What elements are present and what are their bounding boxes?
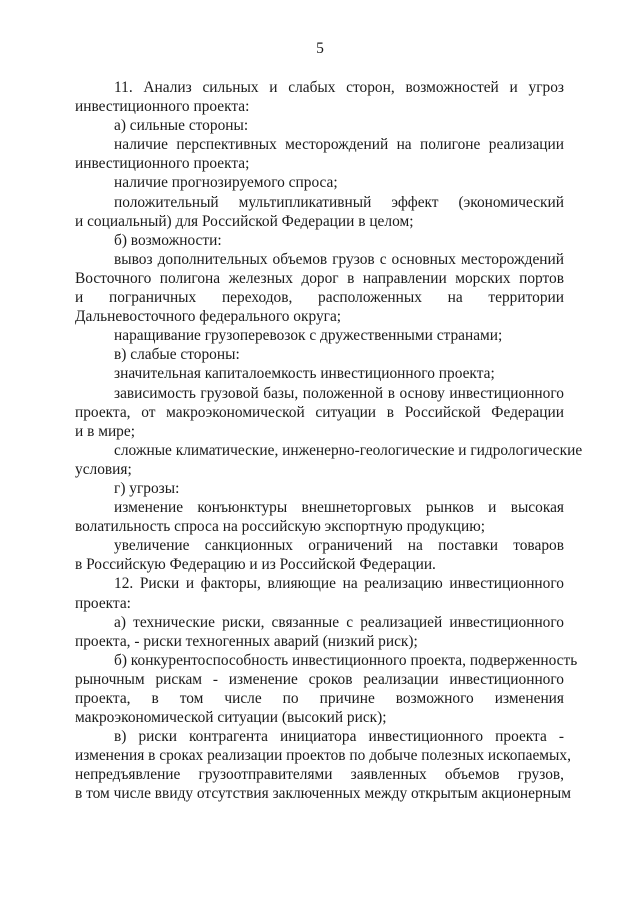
text-line: 11. Анализ сильных и слабых сторон, возможностей и угроз xyxy=(114,79,564,96)
paragraph-pg2 xyxy=(75,536,564,574)
text-line: непредъявление грузоотправителями заявленных объемов грузов, xyxy=(75,766,564,784)
text-line: зависимость грузовой базы, положенной в основу инвестиционного xyxy=(114,384,564,402)
paragraph-p12a xyxy=(75,613,564,651)
text-line: волатильность спроса на российскую экспортную продукцию; xyxy=(75,518,486,536)
paragraph-p11 xyxy=(75,78,564,116)
text-line: проекта, - риски техногенных аварий (низкий риск); xyxy=(75,632,418,650)
text-line: увеличение санкционных ограничений на поставки товаров xyxy=(114,537,564,555)
text-line: 12. Риски и факторы, влияющие на реализацию инвестиционного xyxy=(114,575,564,593)
text-line: Восточного полигона железных дорог в направлении морских портов xyxy=(75,269,564,287)
paragraph-pb2 xyxy=(75,326,564,345)
paragraph-pa1 xyxy=(75,135,564,173)
text-line: наращивание грузоперевозок с дружественными странами; xyxy=(114,327,503,345)
text-line: наличие перспективных месторождений на полигоне реализации xyxy=(114,136,564,154)
paragraph-pb xyxy=(75,231,564,250)
text-line: инвестиционного проекта; xyxy=(75,155,250,173)
text-line: проекта, в том числе по причине возможного изменения xyxy=(75,690,564,707)
text-line: в Российскую Федерацию и из Российской Федерации. xyxy=(75,556,436,574)
text-line: сложные климатические, инженерно-геологические и гидрологические xyxy=(114,441,583,459)
paragraph-pa3 xyxy=(75,193,564,231)
paragraph-pv3 xyxy=(75,441,583,479)
text-line: рыночным рискам - изменение сроков реализации инвестиционного xyxy=(75,670,564,688)
paragraph-pg xyxy=(75,479,564,498)
text-line: вывоз дополнительных объемов грузов с основных месторождений xyxy=(114,250,564,268)
paragraph-p12 xyxy=(75,574,564,612)
text-line: изменения в сроках реализации проектов по добыче полезных ископаемых, xyxy=(75,747,571,765)
text-line: изменение конъюнктуры внешнеторговых рынков и высокая xyxy=(114,499,564,517)
text-line: а) сильные стороны: xyxy=(114,117,249,135)
text-line: условия; xyxy=(75,460,132,478)
text-line: и в мире; xyxy=(75,422,135,440)
text-line: макроэкономической ситуации (высокий риск); xyxy=(75,709,387,727)
paragraph-p12b xyxy=(75,651,578,727)
paragraph-pg1 xyxy=(75,498,564,536)
text-line: в том числе ввиду отсутствия заключенных между открытым акционерным xyxy=(75,785,571,803)
paragraph-pb1 xyxy=(75,250,564,326)
text-line: инвестиционного проекта: xyxy=(75,98,250,116)
paragraph-pa2 xyxy=(75,173,564,192)
paragraph-pa xyxy=(75,116,564,135)
text-line: проекта: xyxy=(75,594,131,612)
text-line: г) угрозы: xyxy=(114,479,180,497)
paragraph-p12v xyxy=(75,727,571,803)
text-line: в) слабые стороны: xyxy=(114,346,240,364)
text-line: положительный мультипликативный эффект (экономический xyxy=(114,193,564,211)
text-line: значительная капиталоемкость инвестиционного проекта; xyxy=(114,365,495,383)
text-line: и пограничных переходов, расположенных на территории xyxy=(75,289,564,307)
paragraph-pv1 xyxy=(75,364,564,383)
text-line: б) конкурентоспособность инвестиционного проекта, подверженность xyxy=(114,651,578,669)
text-line: б) возможности: xyxy=(114,231,222,249)
document-body xyxy=(75,78,583,804)
paragraph-pv2 xyxy=(75,384,564,441)
text-line: Дальневосточного федерального округа; xyxy=(75,308,342,326)
paragraph-pv xyxy=(75,345,564,364)
text-line: проекта, от макроэкономической ситуации в Российской Федерации xyxy=(75,403,564,421)
text-line: а) технические риски, связанные с реализацией инвестиционного xyxy=(114,613,564,631)
page-number: 5 xyxy=(316,40,324,57)
text-line: наличие прогнозируемого спроса; xyxy=(114,174,338,192)
text-line: в) риски контрагента инициатора инвестиционного проекта - xyxy=(114,728,564,746)
text-line: и социальный) для Российской Федерации в целом; xyxy=(75,212,414,230)
